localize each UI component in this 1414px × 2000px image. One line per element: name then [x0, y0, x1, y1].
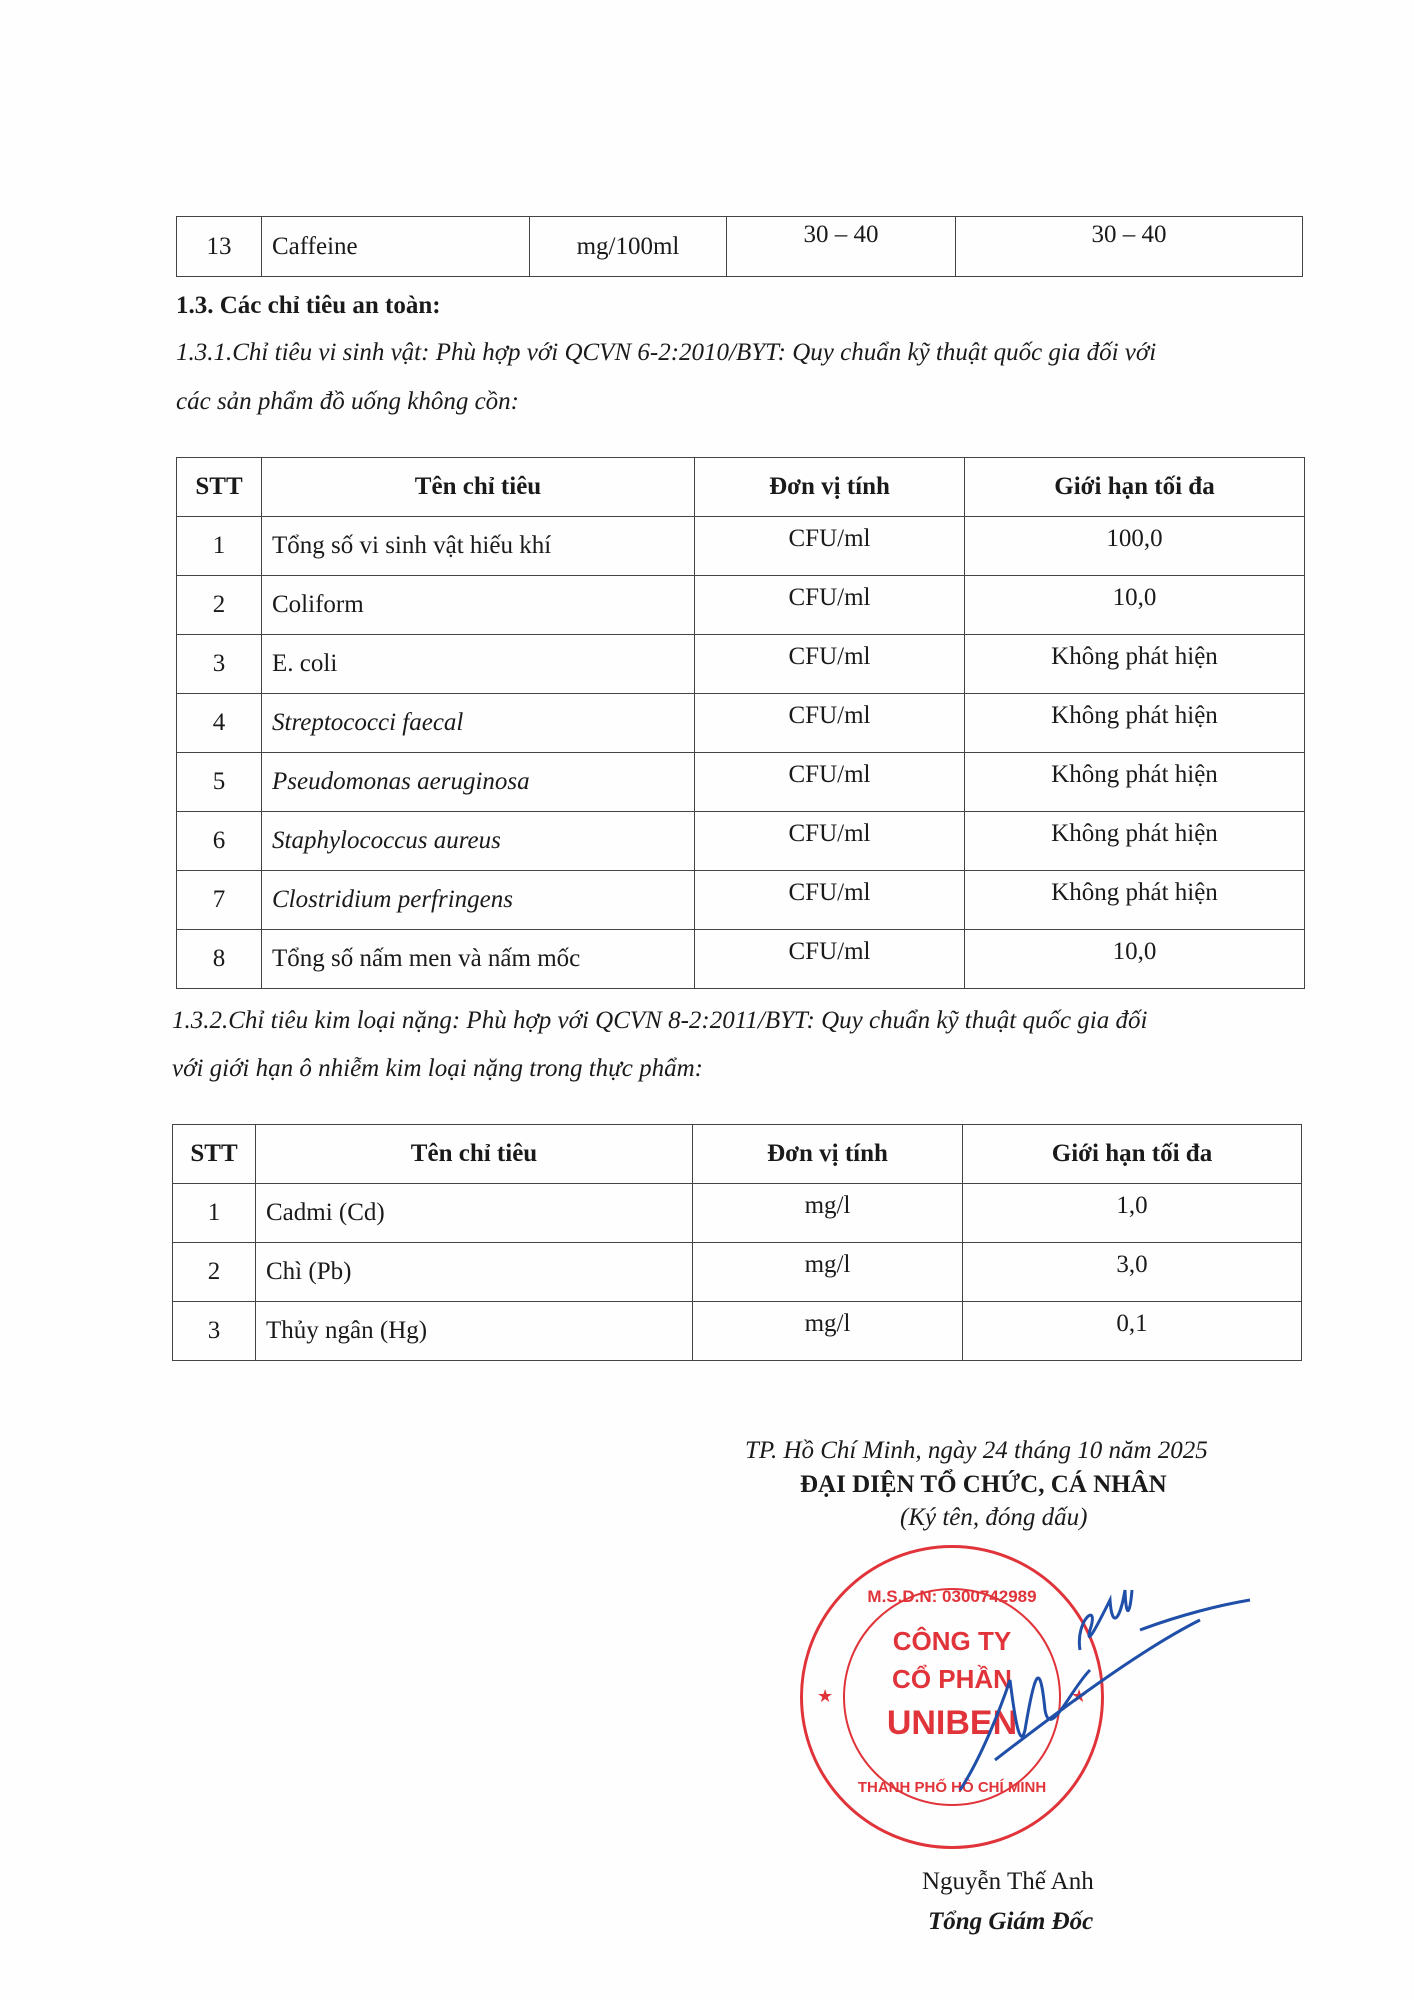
cell-unit: CFU/ml — [695, 694, 965, 753]
table-row — [177, 753, 1305, 812]
cell-stt: 7 — [177, 871, 262, 930]
cell-name: Coliform — [262, 576, 695, 635]
metals-intro-line1: 1.3.2.Chỉ tiêu kim loại nặng: Phù hợp với QCVN 8-2:2011/BYT: Quy chuẩn kỹ thuật quốc gia đối — [172, 1007, 1148, 1034]
table-row — [173, 1184, 1302, 1243]
section-heading: 1.3. Các chỉ tiêu an toàn: — [176, 292, 441, 319]
stamp-ring-bottom-text: THÀNH PHỐ HỒ CHÍ MINH — [857, 1779, 1047, 1796]
heavy-metals-table — [172, 1124, 1302, 1361]
microbiological-table — [176, 457, 1305, 989]
table-row — [177, 576, 1305, 635]
cell-unit: mg/l — [693, 1243, 963, 1302]
cell-stt: 3 — [177, 635, 262, 694]
cell-name: Caffeine — [262, 217, 530, 277]
header-limit: Giới hạn tối đa — [965, 458, 1305, 517]
micro-intro-line1: 1.3.1.Chỉ tiêu vi sinh vật: Phù hợp với QCVN 6-2:2010/BYT: Quy chuẩn kỹ thuật quốc gia đối với — [176, 339, 1157, 366]
table-row — [177, 635, 1305, 694]
header-stt: STT — [177, 458, 262, 517]
cell-stt: 2 — [173, 1243, 256, 1302]
cell-name: Clostridium perfringens — [262, 871, 695, 930]
cell-stt: 3 — [173, 1302, 256, 1361]
cell-limit: 10,0 — [965, 930, 1305, 989]
cell-name: Tổng số vi sinh vật hiếu khí — [262, 517, 695, 576]
cell-limit: 10,0 — [965, 576, 1305, 635]
handwritten-signature — [900, 1560, 1260, 1800]
cell-value: 30 – 40 — [727, 217, 956, 277]
date-line: TP. Hồ Chí Minh, ngày 24 tháng 10 năm 2025 — [745, 1437, 1208, 1464]
cell-name: Pseudomonas aeruginosa — [262, 753, 695, 812]
cell-stt: 5 — [177, 753, 262, 812]
cell-name: Streptococci faecal — [262, 694, 695, 753]
table-header-row — [173, 1125, 1302, 1184]
stamp-line3: UNIBEN — [886, 1704, 1018, 1742]
table-row — [173, 1243, 1302, 1302]
cell-unit: CFU/ml — [695, 753, 965, 812]
cell-stt: 13 — [177, 217, 262, 277]
representative-title: ĐẠI DIỆN TỔ CHỨC, CÁ NHÂN — [800, 1471, 1167, 1498]
metals-intro-line2: với giới hạn ô nhiễm kim loại nặng trong thực phẩm: — [172, 1055, 704, 1082]
cell-stt: 8 — [177, 930, 262, 989]
cell-limit: 3,0 — [963, 1243, 1302, 1302]
cell-name: Chì (Pb) — [256, 1243, 693, 1302]
cell-unit: CFU/ml — [695, 517, 965, 576]
cell-stt: 1 — [177, 517, 262, 576]
cell-name: Tổng số nấm men và nấm mốc — [262, 930, 695, 989]
header-unit: Đơn vị tính — [695, 458, 965, 517]
table-row — [177, 871, 1305, 930]
cell-unit: CFU/ml — [695, 812, 965, 871]
stamp-line2: CỔ PHẦN — [892, 1664, 1012, 1694]
header-name: Tên chỉ tiêu — [262, 458, 695, 517]
cell-stt: 2 — [177, 576, 262, 635]
table-row — [177, 812, 1305, 871]
table-row — [177, 930, 1305, 989]
cell-name: Cadmi (Cd) — [256, 1184, 693, 1243]
cell-unit: mg/l — [693, 1184, 963, 1243]
micro-intro-line2: các sản phẩm đồ uống không cồn: — [176, 388, 519, 415]
cell-limit: 100,0 — [965, 517, 1305, 576]
cell-limit: Không phát hiện — [965, 694, 1305, 753]
composition-table-tail — [176, 216, 1303, 277]
cell-unit: mg/100ml — [530, 217, 727, 277]
star-icon: ★ — [817, 1686, 834, 1707]
cell-limit: Không phát hiện — [965, 635, 1305, 694]
cell-name: Thủy ngân (Hg) — [256, 1302, 693, 1361]
stamp-ring-top-text: M.S.D.N: 0300742989 — [867, 1587, 1037, 1606]
table-row — [177, 517, 1305, 576]
cell-stt: 1 — [173, 1184, 256, 1243]
sign-note: (Ký tên, đóng dấu) — [900, 1504, 1088, 1531]
header-stt: STT — [173, 1125, 256, 1184]
table-header-row — [177, 458, 1305, 517]
cell-unit: CFU/ml — [695, 930, 965, 989]
cell-name: Staphylococcus aureus — [262, 812, 695, 871]
stamp-line1: CÔNG TY — [892, 1626, 1012, 1656]
star-icon: ★ — [1071, 1686, 1088, 1707]
table-row — [177, 217, 1303, 277]
cell-limit: 0,1 — [963, 1302, 1302, 1361]
cell-unit: CFU/ml — [695, 576, 965, 635]
cell-stt: 6 — [177, 812, 262, 871]
cell-name: E. coli — [262, 635, 695, 694]
table-row — [177, 694, 1305, 753]
cell-limit: 1,0 — [963, 1184, 1302, 1243]
cell-limit: Không phát hiện — [965, 753, 1305, 812]
table-row — [173, 1302, 1302, 1361]
cell-unit: CFU/ml — [695, 871, 965, 930]
header-name: Tên chỉ tiêu — [256, 1125, 693, 1184]
cell-limit: Không phát hiện — [965, 871, 1305, 930]
cell-unit: mg/l — [693, 1302, 963, 1361]
signer-position: Tổng Giám Đốc — [928, 1908, 1094, 1935]
header-limit: Giới hạn tối đa — [963, 1125, 1302, 1184]
cell-unit: CFU/ml — [695, 635, 965, 694]
header-unit: Đơn vị tính — [693, 1125, 963, 1184]
cell-limit: Không phát hiện — [965, 812, 1305, 871]
signer-name: Nguyễn Thế Anh — [922, 1868, 1094, 1895]
cell-value: 30 – 40 — [956, 217, 1303, 277]
cell-stt: 4 — [177, 694, 262, 753]
